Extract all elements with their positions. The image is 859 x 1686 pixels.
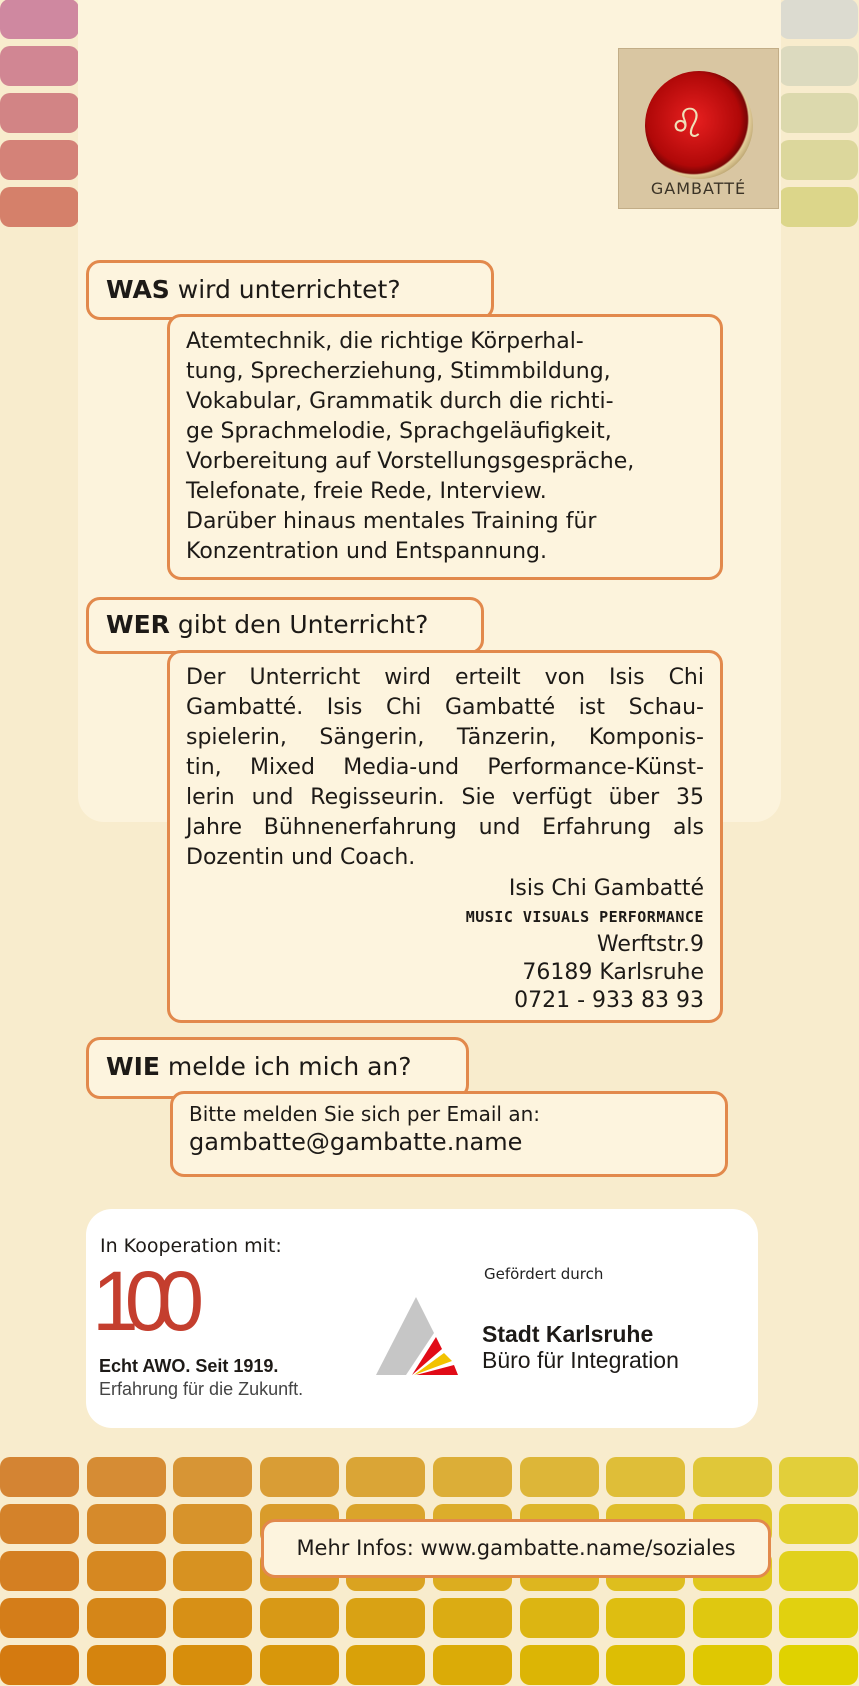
contact-tagline: MUSIC VISUALS PERFORMANCE [465,908,704,926]
tile [87,1645,166,1685]
awo-line1: Echt AWO. Seit 1919. [99,1356,279,1376]
section-heading-wie [86,1037,469,1099]
tile [693,1598,772,1638]
wie-text-box [170,1091,728,1177]
text-line: tung, Sprecherziehung, Stimmbildung, [186,359,611,384]
tile [0,1551,79,1591]
tile [779,1457,858,1497]
text-line: tin, Mixed Media-und Performance-Künst- [186,755,704,780]
tile [260,1645,339,1685]
karlsruhe-triangle-icon [376,1289,476,1379]
awo-100-mark: 100 [92,1254,191,1348]
tile [87,1551,166,1591]
text-line: Der Unterricht wird erteilt von Isis Chi [186,665,704,690]
tile [87,1598,166,1638]
tile [433,1598,512,1638]
tile [779,140,858,180]
heading-text: melde ich mich an? [159,1052,412,1081]
lion-icon: ♌ [669,101,705,147]
signup-intro: Bitte melden Sie sich per Email an: [189,1102,541,1126]
tile [779,0,858,39]
tile [520,1457,599,1497]
tile [693,1645,772,1685]
gambatte-logo [618,48,779,209]
tile [0,187,79,227]
text-line: Atemtechnik, die richtige Körperhal- [186,329,584,354]
karlsruhe-line2: Büro für Integration [482,1347,679,1373]
tile [260,1598,339,1638]
heading-keyword: WER [106,610,170,639]
text-line: Vokabular, Grammatik durch die richti- [186,389,614,414]
heading-keyword: WIE [106,1052,160,1081]
tile [779,93,858,133]
karlsruhe-line1: Stadt Karlsruhe [482,1321,654,1347]
tile [433,1457,512,1497]
tile [260,1457,339,1497]
tile [520,1645,599,1685]
tile [606,1457,685,1497]
contact-city: 76189 Karlsruhe [522,960,704,985]
tile [779,1598,858,1638]
awo-line2: Erfahrung für die Zukunft. [99,1379,304,1399]
tile [520,1598,599,1638]
text-line: spielerin, Sängerin, Tänzerin, Komponis- [186,725,704,750]
tile [0,1645,79,1685]
tile [0,93,79,133]
tile [0,46,79,86]
contact-street: Werftstr.9 [596,932,704,957]
was-text-box [167,314,723,580]
text-line: Darüber hinaus mentales Training für [186,509,597,534]
tile [0,140,79,180]
tile [779,1551,858,1591]
tile [87,1504,166,1544]
logo-name: GAMBATTÉ [650,179,747,198]
cooperation-box [86,1209,758,1428]
tile [173,1504,252,1544]
tile [173,1645,252,1685]
tile [779,187,858,227]
text-line: Gambatté. Isis Chi Gambatté ist Schau- [186,695,704,720]
text-line: Dozentin und Coach. [186,845,416,870]
tile [606,1645,685,1685]
funded-label: Gefördert durch [484,1265,604,1283]
section-heading-was [86,260,494,320]
more-info-link[interactable]: Mehr Infos: www.gambatte.name/soziales [261,1519,771,1578]
text-line: Konzentration und Entspannung. [186,539,548,564]
tile [346,1645,425,1685]
text-line: Telefonate, freie Rede, Interview. [186,479,547,504]
text-line: Jahre Bühnenerfahrung und Erfahrung als [186,815,704,840]
cooperation-label: In Kooperation mit: [100,1235,282,1257]
tile [173,1598,252,1638]
tile [0,1598,79,1638]
section-heading-wer [86,597,484,654]
signup-email-link[interactable]: gambatte@gambatte.name [189,1128,523,1156]
tile [173,1457,252,1497]
tile [87,1457,166,1497]
heading-text: gibt den Unterricht? [169,610,429,639]
tile [346,1598,425,1638]
tile [779,1645,858,1685]
tile [0,0,79,39]
contact-name: Isis Chi Gambatté [508,876,704,901]
tile [779,1504,858,1544]
tile [346,1457,425,1497]
text-line: Vorbereitung auf Vorstellungsgespräche, [186,449,635,474]
tile [779,46,858,86]
text-line: ge Sprachmelodie, Sprachgeläufigkeit, [186,419,612,444]
wer-text-box [167,650,723,1023]
tile [0,1504,79,1544]
tile [173,1551,252,1591]
tile [693,1457,772,1497]
text-line: lerin und Regisseurin. Sie verfügt über 35 [186,785,704,810]
tile [0,1457,79,1497]
tile [433,1645,512,1685]
tile [606,1598,685,1638]
heading-text: wird unterrichtet? [169,275,401,304]
heading-keyword: WAS [106,275,170,304]
contact-phone: 0721 - 933 83 93 [514,988,704,1013]
